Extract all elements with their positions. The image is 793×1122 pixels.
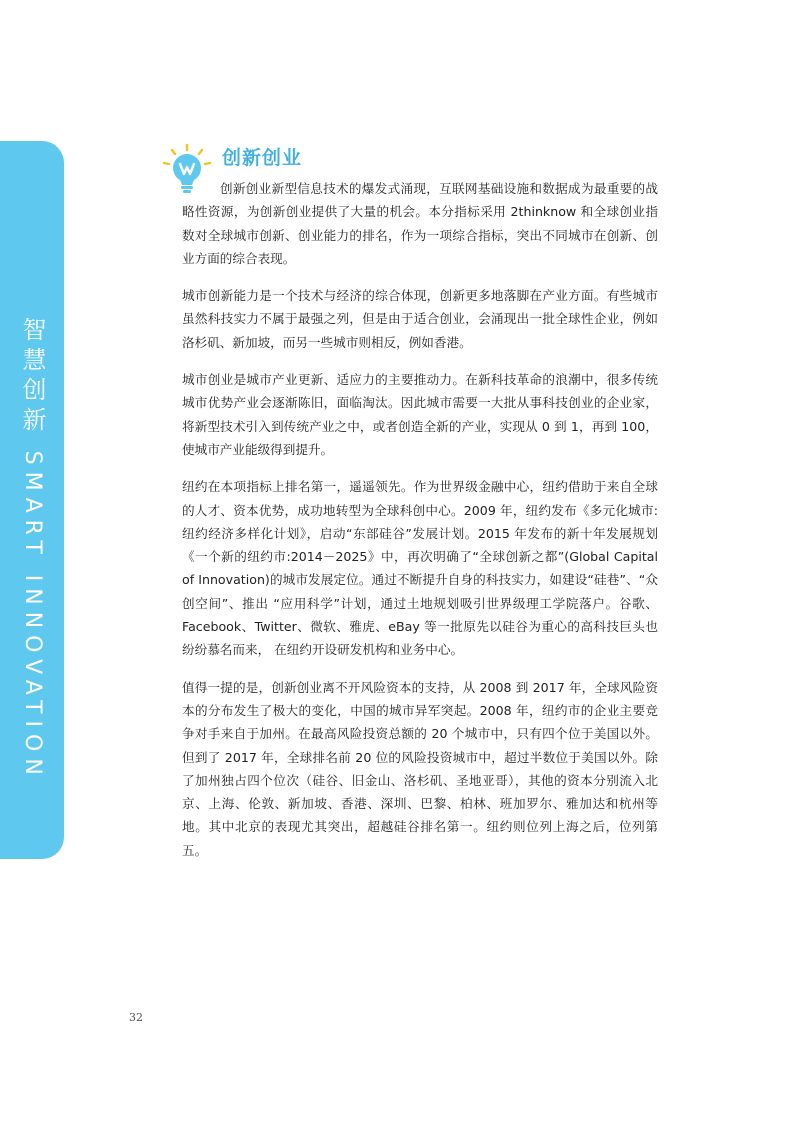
side-title-chinese: 智慧创新 xyxy=(18,317,46,437)
side-title xyxy=(20,317,44,782)
side-tab xyxy=(0,141,64,859)
paragraph-1: 创新创业新型信息技术的爆发式涌现，互联网基础设施和数据成为最重要的战略性资源，为创新创业提供了大量的机会。本分指标采用 2thinknow 和全球创业指数对全球城市创新、创业能力的排名，作为一项综合指标，突出不同城市在创新、创业方面的综合表现。 xyxy=(182,181,658,266)
paragraph-3: 城市创业是城市产业更新、适应力的主要推动力。在新科技革命的浪潮中，很多传统城市优势产业会逐渐陈旧，面临淘汰。因此城市需要一大批从事科技创业的企业家，将新型技术引入到传统产业之中，或者创造全新的产业，实现从 0 到 1，再到 100，使城市产业能级得到提升。 xyxy=(182,372,658,457)
article-body xyxy=(182,177,658,876)
paragraph-4: 纽约在本项指标上排名第一，遥遥领先。作为世界级金融中心，纽约借助于来自全球的人才、资本优势，成功地转型为全球科创中心。2009 年，纽约发布《多元化城市:纽约经济多样化计划》，启动“东部硅谷”发展计划。2015 年发布的新十年发展规划《一个新的纽约市:2014－2025》中，再次明确了“全球创新之都”(Global Capital of Innovation)的城市发展定位。通过不断提升自身的科技实力，如建设“硅巷”、“众创空间”、推出 “应用科学”计划，通过土地规划吸引世界级理工学院落户。谷歌、Facebook、Twitter、微软、雅虎、eBay 等一批原先以硅谷为重心的高科技巨头也纷纷慕名而来， 在纽约开设研发机构和业务中心。 xyxy=(182,479,658,658)
side-title-english: SMART INNOVATION xyxy=(20,450,45,782)
page-number: 32 xyxy=(129,1011,143,1024)
section-title: 创新创业 xyxy=(222,147,303,169)
paragraph-5: 值得一提的是，创新创业离不开风险资本的支持，从 2008 到 2017 年，全球风险资本的分布发生了极大的变化，中国的城市异军突起。2008 年，纽约市的企业主要竞争对手来自于加州。在最高风险投资总额的 20 个城市中，只有四个位于美国以外。但到了 2017 年，全球排名前 20 位的风险投资城市中，超过半数位于美国以外。除了加州独占四个位次（硅谷、旧金山、洛杉矶、圣地亚哥），其他的资本分别流入北京、上海、伦敦、新加坡、香港、深圳、巴黎、柏林、班加罗尔、雅加达和杭州等地。其中北京的表现尤其突出，超越硅谷排名第一。纽约则位列上海之后，位列第五。 xyxy=(182,679,658,858)
paragraph-2: 城市创新能力是一个技术与经济的综合体现，创新更多地落脚在产业方面。有些城市虽然科技实力不属于最强之列，但是由于适合创业，会涌现出一批全球性企业，例如洛杉矶、新加坡，而另一些城市则相反，例如香港。 xyxy=(182,288,658,350)
